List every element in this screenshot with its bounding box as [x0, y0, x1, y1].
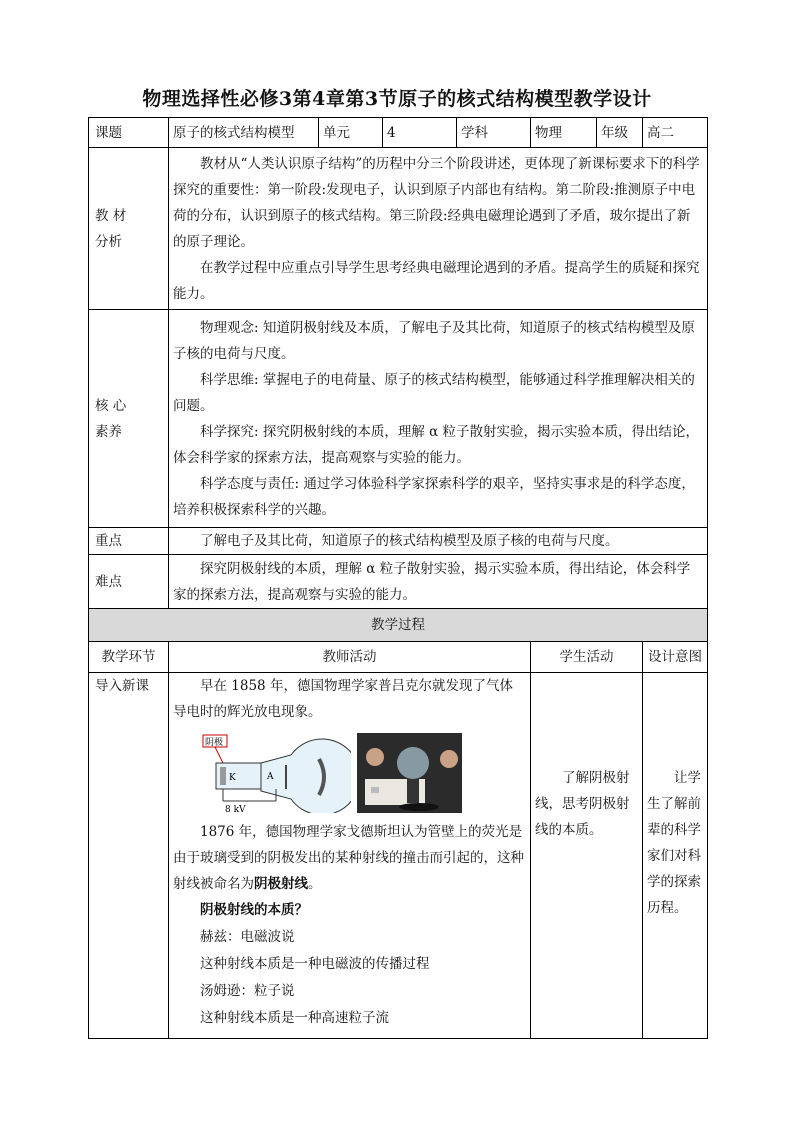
- analysis-paragraph: 在教学过程中应重点引导学生思考经典电磁理论遇到的矛盾。提高学生的质疑和探究能力。: [173, 259, 700, 302]
- key-row: [89, 528, 708, 555]
- stage-cell: 导入新课: [89, 673, 169, 1039]
- process-heading-row: [89, 609, 708, 642]
- core-label: 核 心 素养: [89, 310, 169, 528]
- intro-row: [89, 673, 708, 1039]
- teacher-text: 早在 1858 年，德国物理学家普吕克尔就发现了气体导电时的辉光放电现象。: [173, 678, 513, 720]
- core-paragraph: 科学探究: 探究阴极射线的本质，理解 α 粒子散射实验，揭示实验本质，得出结论，体会科学家的探索方法，提高观察与实验的能力。: [173, 423, 700, 466]
- cathode-ray-term: 阴极射线: [254, 876, 308, 892]
- core-paragraph: 科学态度与责任: 通过学习体验科学家探索科学的艰辛，坚持实事求是的科学态度，培养积极探索科学的兴趣。: [173, 475, 695, 518]
- teacher-text-end: 。: [308, 876, 322, 892]
- student-text: 了解阴极射线，思考阴极射线的本质。: [535, 770, 630, 838]
- analysis-paragraph: 教材从“人类认识原子结构”的历程中分三个阶段讲述，更体现了新课标要求下的科学探究的重要性：第一阶段:发现电子，认识到原子内部也有结构。第二阶段:推测原子中电荷的分布，认识到原子的核式结构。第三阶段:经典电磁理论遇到了矛盾，玻尔提出了新的原子理论。: [173, 155, 700, 250]
- core-paragraph: 物理观念: 知道阴极射线及本质，了解电子及其比荷，知道原子的核式结构模型及原子核的电荷与尺度。: [173, 319, 695, 362]
- subject-label: 学科: [457, 118, 531, 148]
- col-student: 学生活动: [531, 642, 643, 673]
- topic-label: 课题: [89, 118, 169, 148]
- col-stage: 教学环节: [89, 642, 169, 673]
- a-label: A: [267, 772, 274, 782]
- teacher-text: [173, 819, 526, 897]
- unit-value: 4: [383, 118, 457, 148]
- analysis-row: [89, 148, 708, 310]
- process-columns-row: [89, 642, 708, 673]
- difficulty-row: [89, 555, 708, 609]
- teacher-line: 汤姆逊：粒子说: [200, 983, 295, 999]
- intent-text: 让学生了解前辈的科学家们对科学的探索历程。: [647, 770, 701, 916]
- key-label: 重点: [89, 528, 169, 555]
- lesson-plan-table: [88, 117, 708, 1039]
- design-intent: [643, 673, 708, 1039]
- process-heading: 教学过程: [89, 609, 708, 642]
- col-teacher: 教师活动: [169, 642, 531, 673]
- teacher-activity: [169, 673, 531, 1039]
- topic-value: 原子的核式结构模型: [169, 118, 319, 148]
- teacher-line: 这种射线本质是一种高速粒子流: [200, 1010, 389, 1026]
- key-text: 了解电子及其比荷，知道原子的核式结构模型及原子核的电荷与尺度。: [200, 533, 619, 549]
- teacher-line: 赫兹：电磁波说: [200, 929, 295, 945]
- difficulty-label: 难点: [89, 555, 169, 609]
- difficulty-text: 探究阴极射线的本质，理解 α 粒子散射实验，揭示实验本质，得出结论，体会科学家的探索方法，提高观察与实验的能力。: [173, 560, 691, 603]
- page-title: 物理选择性必修3第4章第3节原子的核式结构模型教学设计: [142, 88, 652, 110]
- unit-label: 单元: [319, 118, 383, 148]
- core-row: [89, 310, 708, 528]
- cathode-tube-diagram: [201, 733, 351, 813]
- teacher-line: 这种射线本质是一种电磁波的传播过程: [200, 956, 430, 972]
- figures: [201, 733, 526, 813]
- voltage-label: 8 kV: [225, 805, 246, 813]
- subject-value: 物理: [531, 118, 597, 148]
- grade-label: 年级: [597, 118, 643, 148]
- teacher-text-span: 1876 年，德国物理学家戈德斯坦认为管壁上的荧光是由于玻璃受到的阴极发出的某种射线的撞击而引起的，这种射线被命名为: [173, 824, 524, 892]
- cathode-label: 阴极: [205, 738, 224, 748]
- apparatus-photo: [357, 733, 462, 813]
- core-paragraph: 科学思维: 掌握电子的电荷量、原子的核式结构模型，能够通过科学推理解决相关的问题。: [173, 371, 695, 414]
- header-row: [89, 118, 708, 148]
- grade-value: 高二: [643, 118, 708, 148]
- k-label: K: [229, 773, 236, 783]
- question: 阴极射线的本质？: [200, 902, 308, 918]
- col-intent: 设计意图: [643, 642, 708, 673]
- analysis-label: 教 材 分析: [89, 148, 169, 310]
- student-activity: [531, 673, 643, 1039]
